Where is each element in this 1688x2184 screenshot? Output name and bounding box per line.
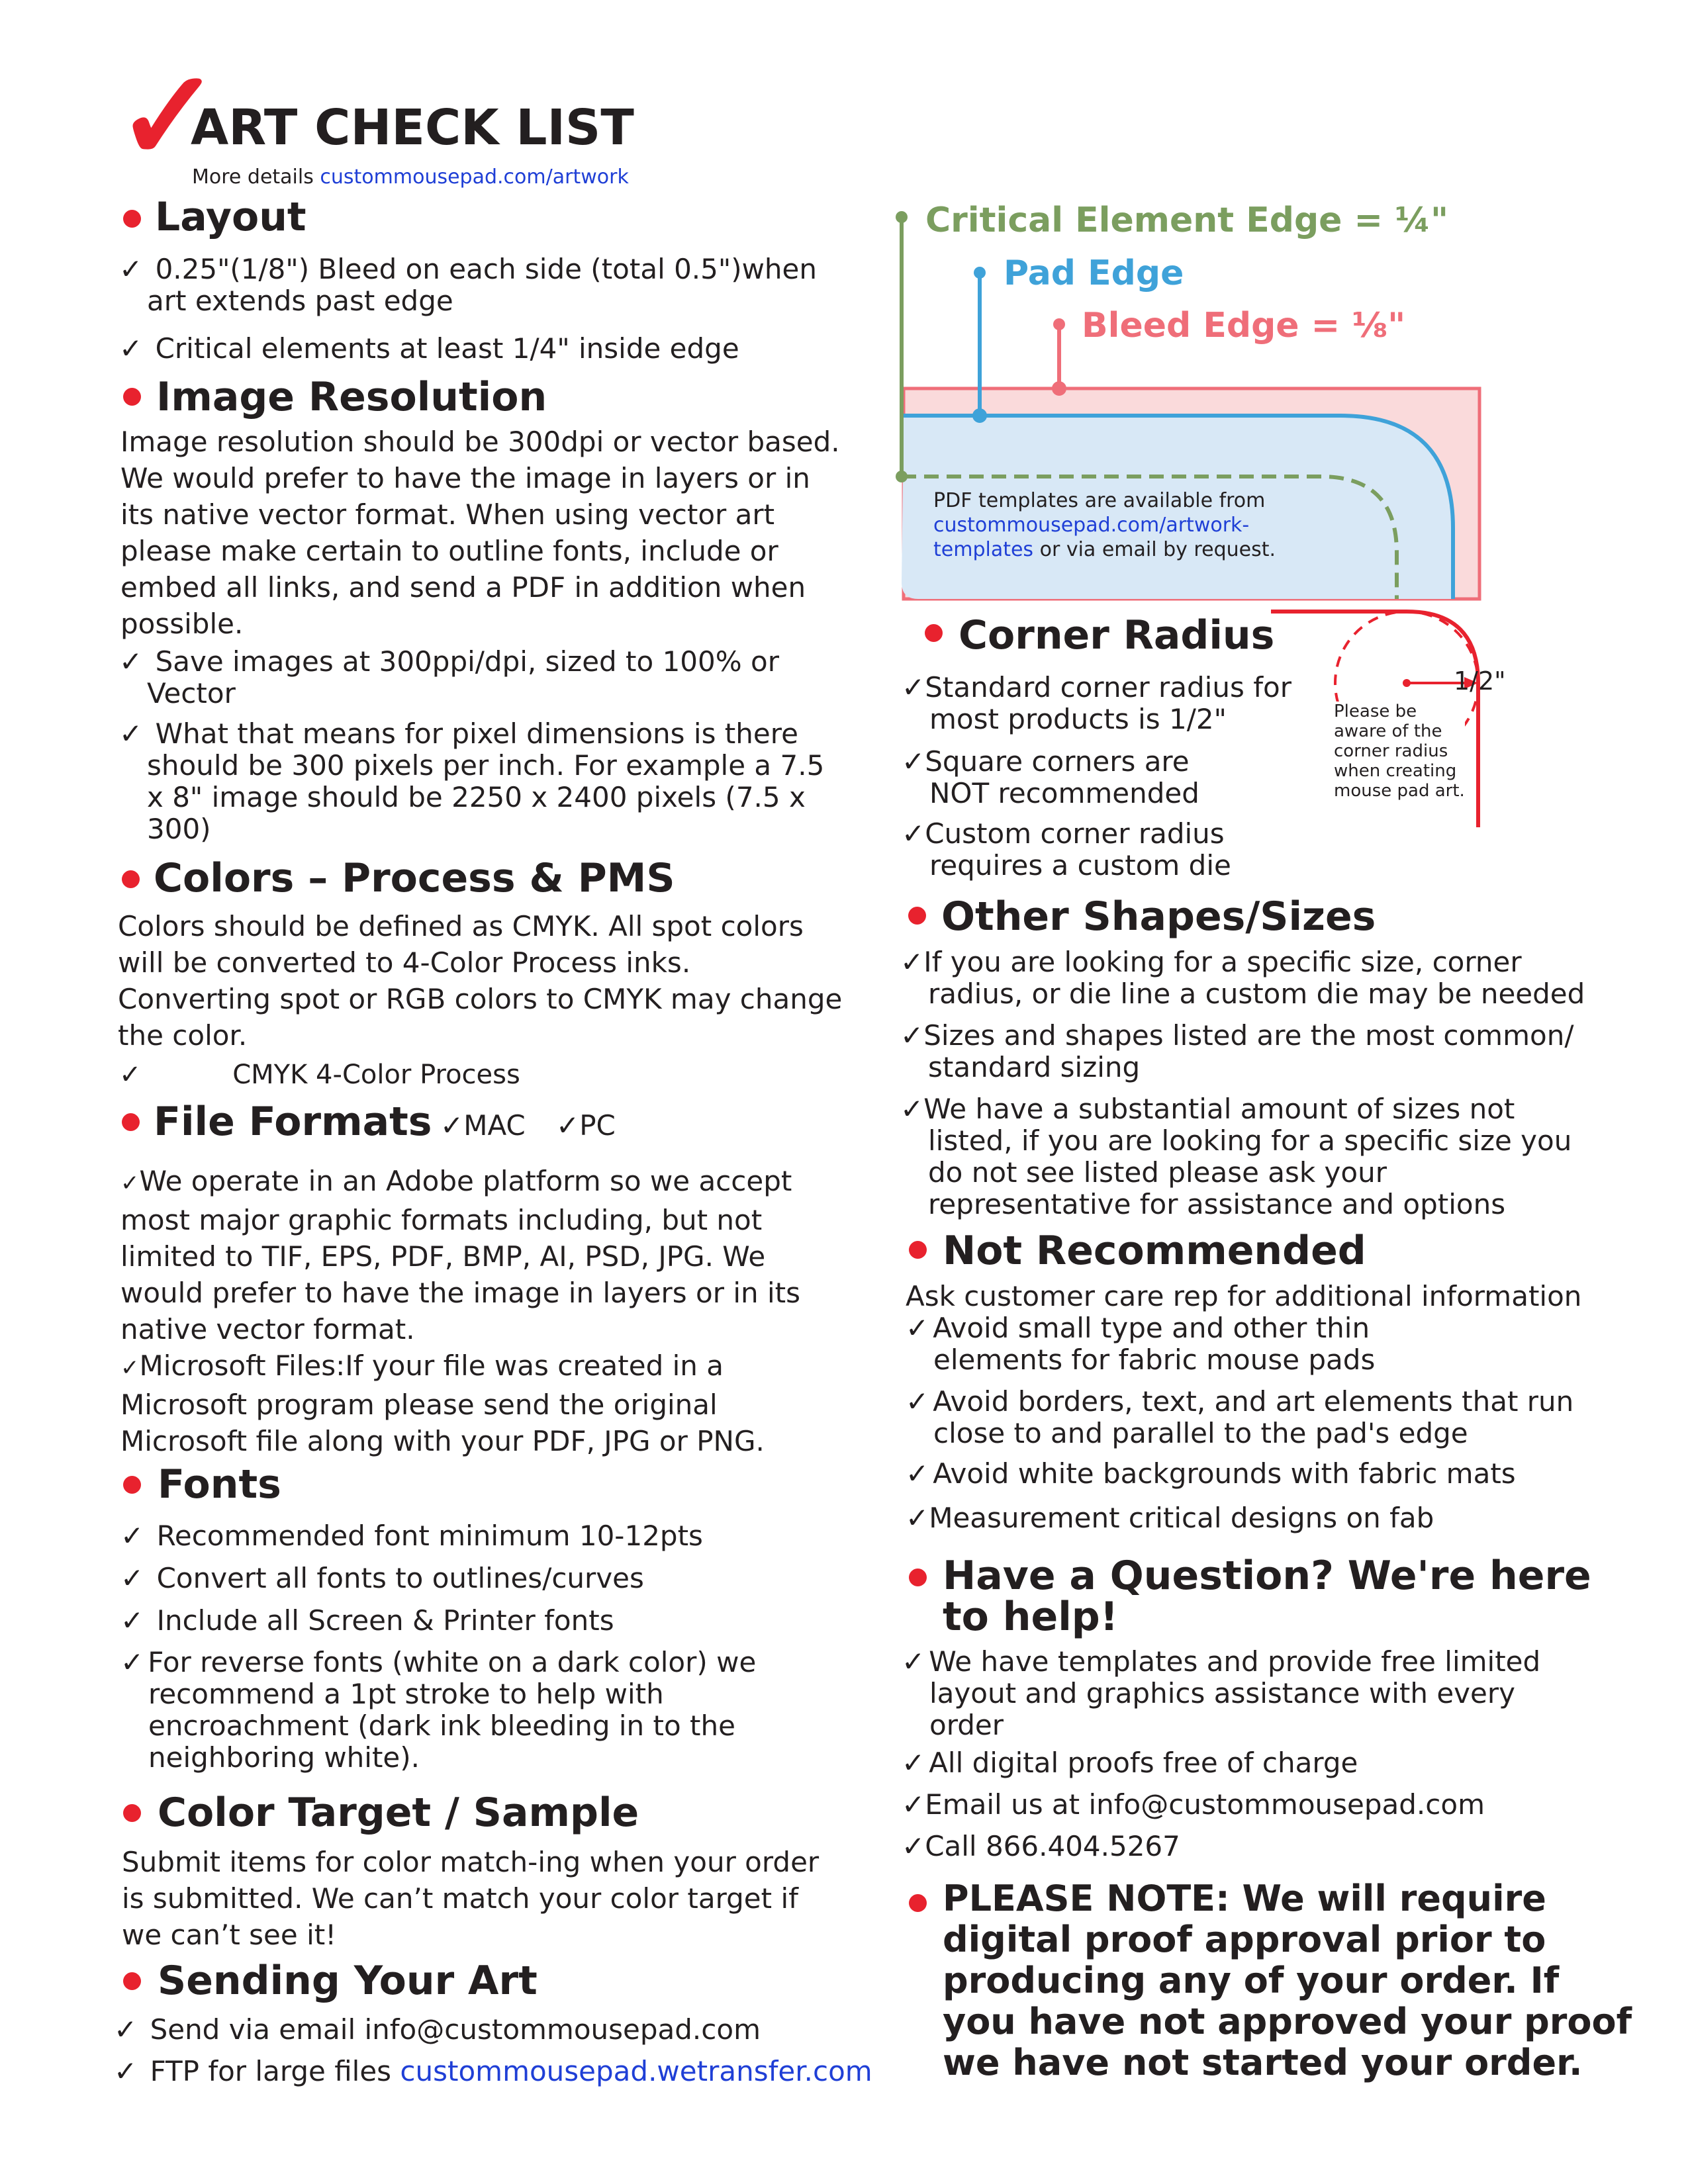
- corner-heading: Corner Radius: [959, 612, 1275, 659]
- text-line: Avoid white backgrounds with fabric mats: [933, 1457, 1516, 1490]
- formats-pc: [556, 1110, 616, 1142]
- text-line: Standard corner radius for: [925, 671, 1291, 704]
- text-line: Avoid small type and other thin: [933, 1312, 1370, 1344]
- notrec-heading: Not Recommended: [943, 1228, 1366, 1274]
- text-line: radius, or die line a custom die may be needed: [928, 978, 1585, 1010]
- target-bullet: [123, 1804, 141, 1822]
- more-details: [192, 165, 629, 189]
- formats-paragraph: [120, 1163, 800, 1459]
- question-item: [902, 1831, 1180, 1862]
- question-item: [902, 1789, 1485, 1821]
- notrec-item: [906, 1458, 1516, 1490]
- check-icon: ✓: [120, 1604, 144, 1637]
- text-line: CMYK 4-Color Process: [232, 1060, 520, 1090]
- sending-item-email: [114, 2014, 761, 2046]
- layout-heading: Layout: [155, 194, 306, 240]
- pdf-templates-note: [933, 488, 1276, 562]
- check-icon: ✓: [440, 1109, 464, 1142]
- text-line: x 8" image should be 2250 x 2400 pixels (7.5 x: [147, 781, 806, 813]
- text-line: most products is 1/2": [929, 703, 1227, 735]
- text-line: do not see listed please ask your: [928, 1156, 1387, 1189]
- text-line: Converting spot or RGB colors to CMYK may change: [118, 983, 843, 1015]
- check-icon: ✓: [120, 1170, 140, 1197]
- text-line: Email us at info@custommousepad.com: [925, 1788, 1485, 1821]
- check-icon: ✓: [120, 1520, 144, 1552]
- resolution-paragraph: [120, 424, 840, 642]
- text-line: when creating: [1334, 761, 1457, 781]
- text-line: Include all Screen & Printer fonts: [156, 1604, 614, 1637]
- page-title: ART CHECK LIST: [191, 99, 634, 156]
- templates-link[interactable]: templates: [933, 538, 1034, 561]
- layout-item-text: 0.25"(1/8") Bleed on each side (total 0.5")when: [155, 253, 818, 285]
- text-line: What that means for pixel dimensions is there: [155, 717, 798, 750]
- text-line: If you are looking for a specific size, corner: [923, 946, 1522, 978]
- formats-bullet: [122, 1113, 140, 1131]
- text-line: Measurement critical designs on fab: [929, 1502, 1434, 1534]
- text-line: encroachment (dark ink bleeding in to the: [148, 1709, 735, 1742]
- text-line: Call 866.404.5267: [925, 1830, 1180, 1862]
- templates-link[interactable]: custommousepad.com/artwork-: [933, 514, 1250, 537]
- text-line: 300): [147, 813, 211, 845]
- check-icon: ✓: [119, 645, 143, 678]
- text-line: Save images at 300ppi/dpi, sized to 100% or: [155, 645, 779, 678]
- header-checkmark: ✓: [116, 42, 222, 189]
- resolution-item-pixels: [119, 718, 824, 845]
- text-line: elements for fabric mouse pads: [933, 1343, 1376, 1376]
- shapes-bullet: [908, 907, 926, 925]
- text-line: Submit items for color match-ing when your order: [122, 1846, 820, 1878]
- check-icon: ✓: [906, 1312, 929, 1344]
- check-icon: ✓: [902, 817, 925, 850]
- wetransfer-link[interactable]: custommousepad.wetransfer.com: [400, 2055, 872, 2087]
- question-heading: [943, 1553, 1591, 1640]
- resolution-item-save: [119, 646, 779, 709]
- fonts-item: [120, 1605, 614, 1637]
- check-icon: ✓: [120, 1355, 140, 1381]
- text-line: Recommended font minimum 10-12pts: [156, 1520, 703, 1552]
- colors-item-cmyk: [119, 1059, 520, 1091]
- text-line: We operate in an Adobe platform so we accept: [139, 1165, 792, 1197]
- check-icon: ✓: [114, 2055, 138, 2087]
- text-line: is submitted. We can’t match your color target if: [122, 1882, 798, 1915]
- text-line: most major graphic formats including, but not: [120, 1204, 763, 1236]
- text-line: Microsoft program please send the original: [120, 1388, 718, 1421]
- resolution-heading: Image Resolution: [156, 374, 547, 420]
- text-line: the color.: [118, 1019, 248, 1052]
- check-icon: ✓: [119, 332, 143, 365]
- critical-edge-label: Critical Element Edge = ¼": [925, 201, 1449, 240]
- shapes-item: [900, 1093, 1571, 1220]
- text-line: producing any of your order. If: [943, 1960, 1560, 2001]
- check-icon: ✓: [119, 1060, 142, 1090]
- target-paragraph: [122, 1844, 819, 1953]
- layout-item-text: Critical elements at least 1/4" inside edge: [155, 332, 739, 365]
- colors-heading: Colors – Process & PMS: [154, 855, 675, 901]
- text-line: or via email by request.: [1033, 538, 1276, 561]
- text-line: Convert all fonts to outlines/curves: [156, 1562, 644, 1594]
- text-line: mouse pad art.: [1334, 781, 1465, 801]
- corner-item: [902, 672, 1291, 735]
- artwork-link[interactable]: custommousepad.com/artwork: [320, 165, 629, 189]
- text-line: embed all links, and send a PDF in addition when: [120, 571, 806, 604]
- text-line: MAC: [463, 1109, 526, 1142]
- text-line: representative for assistance and options: [928, 1188, 1506, 1220]
- check-icon: ✓: [902, 671, 925, 704]
- check-icon: ✓: [902, 1788, 925, 1821]
- check-icon: ✓: [556, 1109, 580, 1142]
- check-icon: ✓: [902, 1747, 925, 1779]
- check-icon: ✓: [906, 1457, 929, 1490]
- text-line: standard sizing: [928, 1051, 1141, 1083]
- check-icon: ✓: [120, 1646, 144, 1678]
- text-line: would prefer to have the image in layers or in its: [120, 1277, 801, 1309]
- text-line: PLEASE NOTE: We will require: [943, 1878, 1546, 1919]
- check-icon: ✓: [114, 2013, 138, 2046]
- text-line: Custom corner radius: [925, 817, 1225, 850]
- text-line: should be 300 pixels per inch. For example a 7.5: [147, 749, 825, 782]
- text-line: digital proof approval prior to: [943, 1919, 1546, 1960]
- text-line: Microsoft file along with your PDF, JPG or PNG.: [120, 1425, 765, 1457]
- text-line: will be converted to 4-Color Process inks.: [118, 946, 691, 979]
- layout-item-text: art extends past edge: [147, 285, 453, 317]
- text-line: neighboring white).: [148, 1741, 420, 1774]
- fonts-bullet: [123, 1476, 141, 1494]
- text-line: PC: [579, 1109, 616, 1142]
- question-item: [902, 1747, 1358, 1779]
- text-line: Square corners are: [925, 745, 1190, 778]
- layout-item-critical: [119, 333, 739, 365]
- bleed-edge-label: Bleed Edge = ⅛": [1082, 306, 1406, 345]
- corner-bullet: [925, 624, 943, 642]
- text-line: Send via email info@custommousepad.com: [150, 2013, 761, 2046]
- check-icon: ✓: [900, 946, 924, 978]
- pad-edge-label: Pad Edge: [1004, 253, 1184, 293]
- text-line: layout and graphics assistance with every: [929, 1677, 1515, 1709]
- check-icon: ✓: [120, 1562, 144, 1594]
- text-line: We would prefer to have the image in layers or in: [120, 462, 810, 494]
- notrec-item: [906, 1386, 1573, 1449]
- text-line: possible.: [120, 608, 244, 640]
- text-line: please make certain to outline fonts, include or: [120, 535, 778, 567]
- text-line: we can’t see it!: [122, 1919, 337, 1951]
- question-item: [902, 1646, 1540, 1741]
- radius-label: 1/2": [1454, 666, 1506, 696]
- colors-bullet: [122, 870, 140, 888]
- corner-note: [1334, 702, 1465, 801]
- text-line: Sizes and shapes listed are the most common/: [923, 1019, 1574, 1052]
- text-line: its native vector format. When using vector art: [120, 498, 775, 531]
- text-line: Please be: [1334, 702, 1417, 721]
- text-line: Microsoft Files:If your file was created in a: [139, 1349, 724, 1382]
- check-icon: ✓: [119, 717, 143, 750]
- text-line: to help!: [943, 1594, 1119, 1640]
- text-line: Image resolution should be 300dpi or vector based.: [120, 426, 840, 458]
- colors-paragraph: [118, 908, 842, 1054]
- check-icon: ✓: [906, 1385, 929, 1418]
- layout-bullet: [123, 210, 141, 228]
- check-icon: ✓: [119, 253, 143, 285]
- text-line: order: [929, 1709, 1004, 1741]
- more-details-label: More details: [192, 165, 320, 189]
- text-line: corner radius: [1334, 741, 1448, 761]
- question-bullet: [909, 1569, 927, 1586]
- text-line: We have templates and provide free limited: [929, 1645, 1541, 1678]
- check-icon: ✓: [902, 1645, 925, 1678]
- fonts-item-reverse: [120, 1647, 756, 1774]
- corner-item: [902, 746, 1199, 809]
- text-line: For reverse fonts (white on a dark color) we: [148, 1646, 757, 1678]
- note-bullet: [909, 1894, 927, 1912]
- target-heading: Color Target / Sample: [158, 1790, 639, 1836]
- sending-bullet: [123, 1972, 141, 1990]
- layout-item-bleed: [119, 253, 847, 317]
- text-line: we have not started your order.: [943, 2042, 1583, 2083]
- fonts-item: [120, 1520, 703, 1552]
- sending-heading: Sending Your Art: [158, 1958, 538, 2004]
- please-note: [943, 1878, 1632, 2083]
- check-icon: ✓: [902, 1830, 925, 1862]
- notrec-item: [906, 1312, 1375, 1376]
- check-icon: ✓: [900, 1093, 924, 1125]
- fonts-heading: Fonts: [158, 1461, 281, 1508]
- text-line: aware of the: [1334, 721, 1442, 741]
- text-line: limited to TIF, EPS, PDF, BMP, AI, PSD, JPG. We: [120, 1240, 766, 1273]
- formats-mac: [440, 1110, 526, 1142]
- fonts-item: [120, 1563, 644, 1594]
- text-line: NOT recommended: [929, 777, 1199, 809]
- text-line: native vector format.: [120, 1313, 415, 1345]
- text-line: PDF templates are available from: [933, 489, 1266, 512]
- check-icon: ✓: [900, 1019, 924, 1052]
- sending-item-ftp: [114, 2056, 872, 2087]
- text-line: listed, if you are looking for a specific size you: [928, 1124, 1572, 1157]
- corner-item: [902, 818, 1231, 882]
- text-line: We have a substantial amount of sizes not: [923, 1093, 1515, 1125]
- text-line: recommend a 1pt stroke to help with: [148, 1678, 664, 1710]
- shapes-heading: Other Shapes/Sizes: [941, 893, 1376, 940]
- text-line: Avoid borders, text, and art elements that run: [933, 1385, 1574, 1418]
- formats-heading: File Formats: [154, 1099, 432, 1145]
- text-line: Vector: [147, 677, 236, 709]
- text-line: Colors should be defined as CMYK. All spot colors: [118, 910, 804, 942]
- text-line: All digital proofs free of charge: [929, 1747, 1358, 1779]
- text-line: requires a custom die: [929, 849, 1231, 882]
- check-icon: ✓: [902, 745, 925, 778]
- text-line: you have not approved your proof: [943, 2001, 1632, 2042]
- shapes-item: [900, 946, 1585, 1010]
- check-icon: ✓: [906, 1502, 929, 1534]
- text-line: FTP for large files: [150, 2055, 400, 2087]
- resolution-bullet: [123, 388, 141, 406]
- shapes-item: [900, 1020, 1573, 1083]
- notrec-item: [906, 1502, 1434, 1534]
- notrec-intro: Ask customer care rep for additional information: [906, 1280, 1582, 1312]
- notrec-bullet: [909, 1241, 927, 1259]
- text-line: close to and parallel to the pad's edge: [933, 1417, 1468, 1449]
- text-line: Have a Question? We're here: [943, 1553, 1591, 1599]
